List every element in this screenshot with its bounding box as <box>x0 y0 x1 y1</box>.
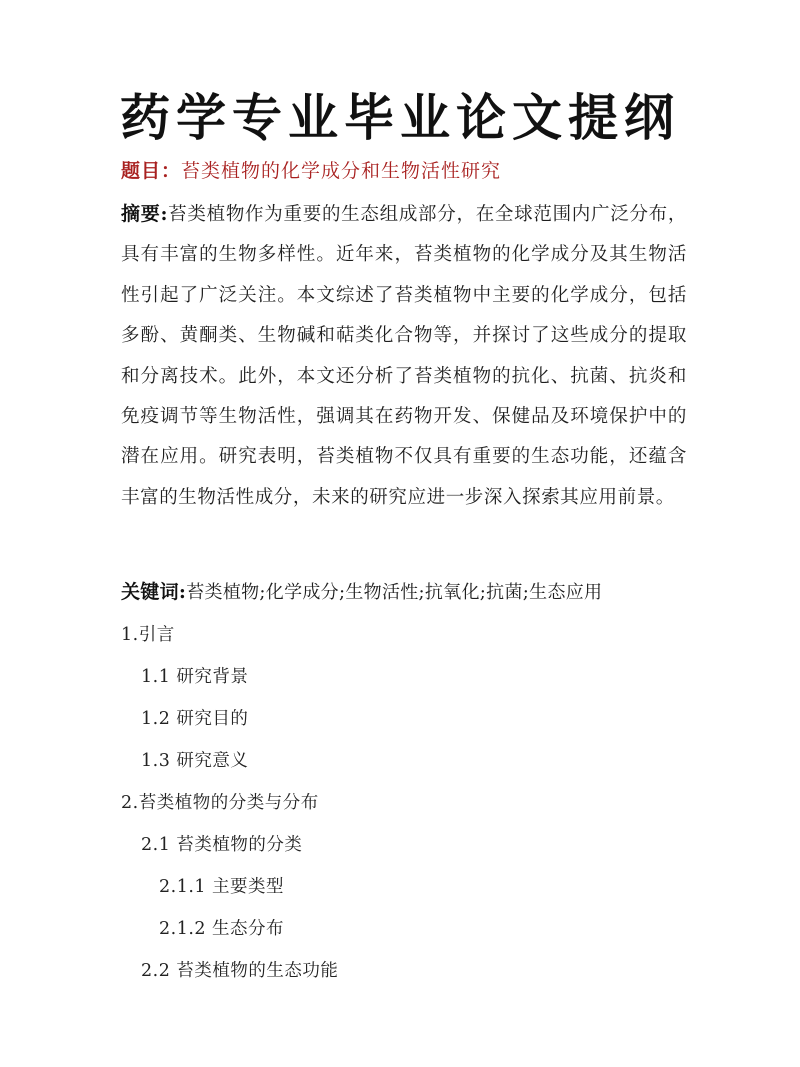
outline-item <box>121 789 319 814</box>
outline-item <box>141 831 302 856</box>
outline-number: 1.3 <box>141 751 171 771</box>
outline-text: 引言 <box>138 625 175 645</box>
outline-text: 苔类植物的分类 <box>176 835 303 855</box>
outline-item <box>159 873 284 898</box>
outline-number: 2.2 <box>141 961 171 981</box>
outline-text: 主要类型 <box>212 877 285 897</box>
abstract-text: 苔类植物作为重要的生态组成部分，在全球范围内广泛分布，具有丰富的生物多样性。近年来，苔类植物的化学成分及其生物活性引起了广泛关注。本文综述了苔类植物中主要的化学成分，包括多酚、黄酮类、生物碱和萜类化合物等，并探讨了这些成分的提取和分离技术。此外，本文还分析了苔类植物的抗化、抗菌、抗炎和免疫调节等生物活性，强调其在药物开发、保健品及环境保护中的潜在应用。研究表明，苔类植物不仅具有重要的生态功能，还蕴含丰富的生物活性成分，未来的研究应进一步深入探索其应用前景。 <box>121 204 687 508</box>
thesis-topic <box>121 156 501 183</box>
keywords-text: 苔类植物;化学成分;生物活性;抗氧化;抗菌;生态应用 <box>186 582 603 603</box>
outline-number: 2.1.1 <box>159 877 207 897</box>
outline-number: 2. <box>121 793 139 813</box>
outline-item <box>159 915 284 940</box>
outline-text: 苔类植物的生态功能 <box>176 961 339 981</box>
abstract-paragraph <box>121 194 687 518</box>
abstract-label: 摘要: <box>121 203 169 225</box>
outline-text: 生态分布 <box>212 919 285 939</box>
outline-number: 1.2 <box>141 709 171 729</box>
outline-text: 研究意义 <box>176 751 249 771</box>
outline-number: 2.1.2 <box>159 919 207 939</box>
outline-number: 2.1 <box>141 835 171 855</box>
topic-text: 苔类植物的化学成分和生物活性研究 <box>181 160 502 182</box>
outline-item <box>141 747 248 772</box>
page-title: 药学专业毕业论文提纲 <box>120 89 680 147</box>
keywords-line <box>121 577 602 604</box>
topic-label: 题目： <box>121 160 182 182</box>
outline-number: 1. <box>121 625 139 645</box>
outline-number: 1.1 <box>141 667 171 687</box>
outline-item <box>141 957 338 982</box>
outline-text: 苔类植物的分类与分布 <box>138 793 319 813</box>
outline-item <box>121 621 175 646</box>
keywords-label: 关键词: <box>121 581 187 603</box>
outline-item <box>141 705 248 730</box>
outline-text: 研究背景 <box>176 667 249 687</box>
outline-text: 研究目的 <box>176 709 249 729</box>
outline-item <box>141 663 248 688</box>
